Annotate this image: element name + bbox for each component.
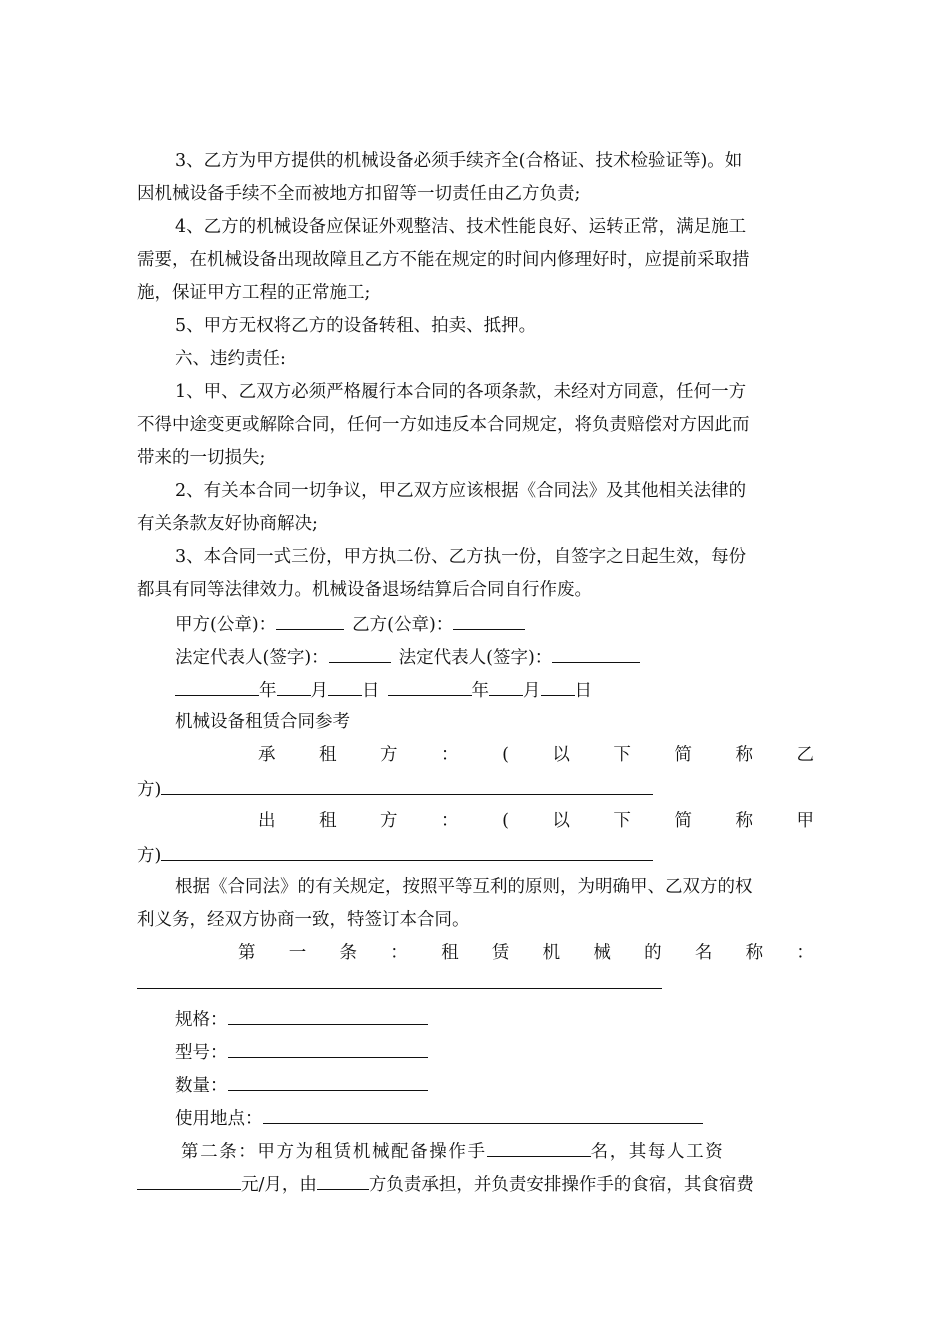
party-b-year-field[interactable] — [388, 673, 472, 696]
party-a-rep-field[interactable] — [329, 640, 391, 663]
liability-3-line-1: 3、本合同一式三份，甲方执二份、乙方执一份，自签字之日起生效，每份 — [175, 547, 747, 567]
payer-field[interactable] — [317, 1167, 369, 1190]
article-1-char: 称 — [745, 943, 764, 963]
lessor-char: 方 — [380, 811, 398, 831]
reference-title: 机械设备租赁合同参考 — [175, 712, 350, 732]
article-2-text-d: 方负责承担，并负责安排操作手的食宿，其食宿费 — [368, 1175, 754, 1195]
day-label: 日 — [574, 681, 592, 701]
article-1-char: 一 — [288, 943, 307, 963]
party-b-rep-label: 法定代表人(签字)： — [398, 648, 553, 668]
lessor-line-2 — [137, 838, 814, 873]
article-1-char: 机 — [542, 943, 561, 963]
article-1-char: ： — [796, 943, 814, 963]
month-label: 月 — [523, 681, 541, 701]
quantity-field[interactable] — [228, 1068, 428, 1091]
quantity-label: 数量： — [175, 1076, 228, 1096]
lessee-char: 称 — [735, 745, 753, 765]
lessor-char: 下 — [613, 811, 631, 831]
lessee-char: 下 — [613, 745, 631, 765]
lessor-char: ： — [441, 811, 459, 831]
lessor-char: 简 — [674, 811, 692, 831]
spec-label: 规格： — [175, 1010, 228, 1030]
lessee-char: 方 — [380, 745, 398, 765]
party-b-rep-field[interactable] — [552, 640, 640, 663]
liability-1-line-2: 不得中途变更或解除合同，任何一方如违反本合同规定，将负责赔偿对方因此而 — [137, 415, 750, 435]
month-label: 月 — [310, 681, 328, 701]
party-b-day-field[interactable] — [541, 673, 575, 696]
location-field[interactable] — [263, 1101, 703, 1124]
machine-name-field[interactable] — [137, 962, 662, 989]
model-field[interactable] — [228, 1035, 428, 1058]
party-b-month-field[interactable] — [489, 673, 523, 696]
clause-4-line-3: 施，保证甲方工程的正常施工; — [137, 283, 371, 303]
lessee-char: 租 — [319, 745, 337, 765]
party-a-seal-field[interactable] — [276, 607, 344, 630]
spec-field[interactable] — [228, 1002, 428, 1025]
lessor-char: 以 — [552, 811, 570, 831]
day-label: 日 — [362, 681, 380, 701]
liability-2-line-2: 有关条款友好协商解决; — [137, 514, 318, 534]
lessor-char: 称 — [735, 811, 753, 831]
intro-line-2: 利义务，经双方协商一致，特签订本合同。 — [137, 910, 470, 930]
seal-line — [175, 607, 814, 642]
wage-field[interactable] — [137, 1167, 241, 1190]
article-1-char: 赁 — [491, 943, 510, 963]
year-label: 年 — [471, 681, 489, 701]
lessor-name-field[interactable] — [161, 838, 653, 861]
spec-line — [175, 1002, 814, 1037]
model-label: 型号： — [175, 1043, 228, 1063]
party-a-seal-label: 甲方(公章)： — [175, 615, 277, 635]
article-1-char: 名 — [694, 943, 713, 963]
lessor-char: 甲 — [796, 811, 814, 831]
article-2-line-1 — [181, 1134, 814, 1169]
liability-3-line-2: 都具有同等法律效力。机械设备退场结算后合同自行作废。 — [137, 580, 592, 600]
year-label: 年 — [259, 681, 277, 701]
lessee-char: 乙 — [796, 745, 814, 765]
lessee-line — [258, 739, 814, 772]
lessee-char: ( — [502, 745, 509, 765]
article-2-text-c: 元/月，由 — [241, 1175, 317, 1195]
lessee-char: 简 — [674, 745, 692, 765]
lessor-char: 出 — [258, 811, 276, 831]
lessor-char: 租 — [319, 811, 337, 831]
lessee-tail: 方) — [137, 780, 162, 800]
operator-count-field[interactable] — [487, 1134, 591, 1157]
article-1-char: 的 — [644, 943, 662, 963]
article-2-text-b: 名，其每人工资 — [590, 1142, 725, 1162]
location-line — [175, 1101, 814, 1136]
party-a-rep-label: 法定代表人(签字)： — [175, 648, 329, 668]
liability-1-line-3: 带来的一切损失; — [137, 448, 266, 468]
party-a-year-field[interactable] — [175, 673, 259, 696]
liability-2-line-1: 2、有关本合同一切争议，甲乙双方应该根据《合同法》及其他相关法律的 — [175, 481, 747, 501]
lessee-char: ： — [441, 745, 459, 765]
article-1-name-line — [137, 962, 814, 1001]
lessee-line-2 — [137, 772, 814, 807]
section-6-heading: 六、违约责任: — [175, 349, 286, 369]
party-b-seal-label: 乙方(公章)： — [352, 615, 454, 635]
article-1-char: 械 — [593, 943, 611, 963]
clause-4-line-1: 4、乙方的机械设备应保证外观整洁、技术性能良好、运转正常，满足施工 — [175, 217, 747, 237]
location-label: 使用地点： — [175, 1109, 263, 1129]
article-1-char: 第 — [238, 943, 256, 963]
model-line — [175, 1035, 814, 1070]
quantity-line — [175, 1068, 814, 1103]
representative-line — [175, 640, 814, 675]
party-a-day-field[interactable] — [328, 673, 362, 696]
lessor-char: ( — [502, 811, 509, 831]
lessee-name-field[interactable] — [161, 772, 653, 795]
clause-5-line: 5、甲方无权将乙方的设备转租、拍卖、抵押。 — [175, 316, 537, 336]
lessee-char: 承 — [258, 745, 276, 765]
party-b-seal-field[interactable] — [453, 607, 525, 630]
article-1-char: 租 — [441, 943, 459, 963]
clause-3-line-2: 因机械设备手续不全而被地方扣留等一切责任由乙方负责; — [137, 184, 581, 204]
party-a-month-field[interactable] — [277, 673, 311, 696]
article-1-char: 条 — [339, 943, 358, 963]
article-2-line-2 — [137, 1167, 814, 1202]
date-line — [175, 673, 814, 708]
article-2-text-a: 第二条：甲方为租赁机械配备操作手 — [181, 1142, 487, 1162]
article-1-char: ： — [390, 943, 408, 963]
lessor-tail: 方) — [137, 846, 162, 866]
intro-line-1: 根据《合同法》的有关规定，按照平等互利的原则，为明确甲、乙双方的权 — [175, 877, 753, 897]
clause-3-line-1: 3、乙方为甲方提供的机械设备必须手续齐全(合格证、技术检验证等)。如 — [175, 151, 743, 171]
lessor-line — [258, 805, 814, 838]
clause-4-line-2: 需要，在机械设备出现故障且乙方不能在规定的时间内修理好时，应提前采取措 — [137, 250, 750, 270]
lessee-char: 以 — [552, 745, 570, 765]
liability-1-line-1: 1、甲、乙双方必须严格履行本合同的各项条款，未经对方同意，任何一方 — [175, 382, 747, 402]
